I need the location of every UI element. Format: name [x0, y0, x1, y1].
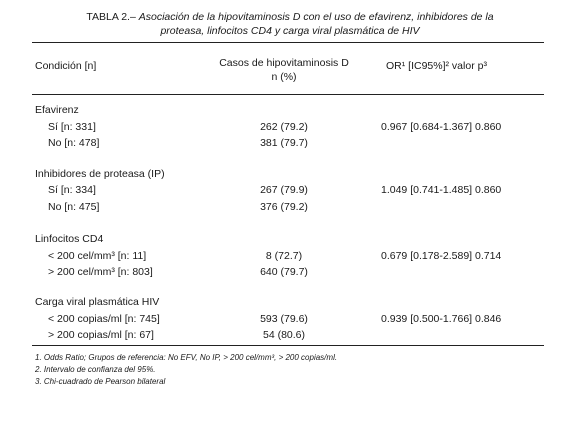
footnote: 3. Chi-cuadrado de Pearson bilateral [35, 377, 166, 386]
group-name: Efavirenz [35, 104, 79, 116]
header-condition: Condición [n] [35, 60, 97, 72]
row-cases: 593 (79.6) [260, 313, 308, 325]
bottom-rule [32, 345, 544, 346]
header-cases-line-2: n (%) [271, 71, 297, 83]
row-label: No [n: 478] [48, 137, 100, 149]
group-name: Inhibidores de proteasa (IP) [35, 168, 165, 180]
row-or: 0.967 [0.684-1.367] 0.860 [381, 121, 502, 133]
top-rule [32, 42, 544, 43]
table-caption [40, 10, 540, 38]
footnote: 2. Intervalo de confianza del 95%. [35, 365, 156, 374]
caption-line-1 [40, 10, 540, 24]
header-or: OR¹ [IC95%]² valor p³ [386, 60, 487, 72]
caption-text-2: proteasa, linfocitos CD4 y carga viral plasmática de HIV [160, 25, 420, 37]
row-label: > 200 cel/mm³ [n: 803] [48, 266, 153, 278]
header-cases [194, 56, 374, 84]
row-label: < 200 cel/mm³ [n: 11] [48, 250, 147, 262]
row-label: > 200 copias/ml [n: 67] [48, 329, 154, 341]
footnote: 1. Odds Ratio; Grupos de referencia: No EFV, No IP, > 200 cel/mm³, > 200 copias/ml. [35, 353, 338, 362]
row-cases: 376 (79.2) [260, 201, 308, 213]
group-name: Carga viral plasmática HIV [35, 296, 160, 308]
caption-label: TABLA 2.– [86, 11, 136, 23]
row-label: < 200 copias/ml [n: 745] [48, 313, 160, 325]
row-or: 0.679 [0.178-2.589] 0.714 [381, 250, 502, 262]
row-cases: 8 (72.7) [265, 250, 303, 262]
caption-text-1: Asociación de la hipovitaminosis D con el uso de efavirenz, inhibidores de la [138, 11, 494, 23]
group-name: Linfocitos CD4 [35, 233, 104, 245]
row-cases: 54 (80.6) [262, 329, 306, 341]
row-cases: 640 (79.7) [260, 266, 308, 278]
header-cases-line-1: Casos de hipovitaminosis D [219, 57, 349, 69]
row-label: Sí [n: 334] [48, 184, 96, 196]
row-cases: 262 (79.2) [260, 121, 308, 133]
header-rule [32, 94, 544, 95]
row-label: No [n: 475] [48, 201, 100, 213]
row-cases: 381 (79.7) [260, 137, 308, 149]
footnotes [35, 352, 337, 388]
row-cases: 267 (79.9) [260, 184, 308, 196]
row-or: 1.049 [0.741-1.485] 0.860 [381, 184, 502, 196]
row-label: Sí [n: 331] [48, 121, 96, 133]
row-or: 0.939 [0.500-1.766] 0.846 [381, 313, 502, 325]
